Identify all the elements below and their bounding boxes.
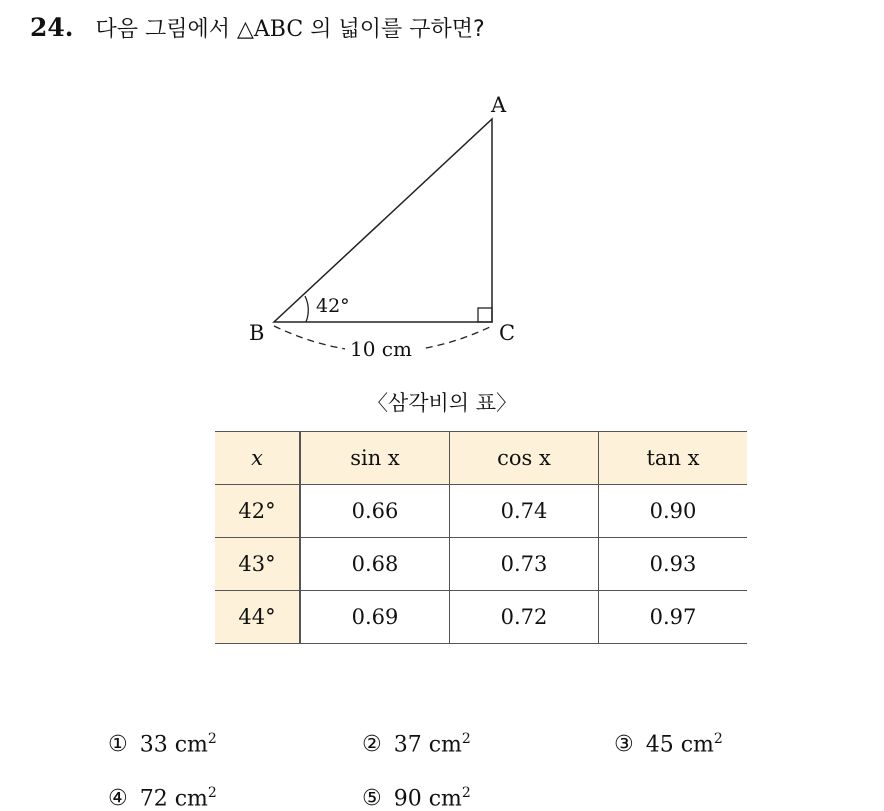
header-tan: tan x (599, 432, 748, 485)
choice-value: 33 cm (139, 732, 208, 758)
choice-4[interactable] (108, 785, 217, 811)
angle-arc (305, 296, 308, 322)
cell-cos: 0.74 (450, 485, 599, 538)
choice-1[interactable] (108, 731, 217, 757)
choice-value: 45 cm (645, 732, 714, 758)
trig-table (215, 431, 747, 644)
cell-tan: 0.97 (599, 591, 748, 644)
choice-exponent: 2 (713, 731, 723, 747)
table-row (215, 591, 747, 644)
choice-exponent: 2 (207, 731, 217, 747)
triangle-figure (0, 0, 884, 380)
vertex-b-label: B (249, 321, 265, 345)
choice-exponent: 2 (461, 731, 471, 747)
angle-label: 42° (316, 295, 350, 317)
table-row (215, 538, 747, 591)
table-caption: 〈삼각비의 표〉 (366, 391, 518, 415)
cell-sin: 0.68 (300, 538, 450, 591)
question-text-before: 다음 그림에서 (95, 17, 237, 42)
header-x: x (215, 432, 300, 485)
choice-value: 72 cm (139, 786, 208, 811)
cell-sin: 0.69 (300, 591, 450, 644)
cell-sin: 0.66 (300, 485, 450, 538)
question-text-after: 의 넓이를 구하면? (303, 17, 485, 42)
choice-number: ⑤ (362, 786, 382, 811)
cell-cos: 0.73 (450, 538, 599, 591)
choice-number: ③ (614, 732, 634, 758)
choice-number: ① (108, 732, 128, 758)
choice-exponent: 2 (461, 785, 471, 801)
vertex-c-label: C (499, 321, 516, 345)
cell-cos: 0.72 (450, 591, 599, 644)
choice-5[interactable] (362, 785, 471, 811)
header-cos: cos x (450, 432, 599, 485)
cell-tan: 0.90 (599, 485, 748, 538)
choice-3[interactable] (614, 731, 723, 757)
choice-value: 37 cm (393, 732, 462, 758)
row-angle: 44° (215, 591, 300, 644)
side-label: 10 cm (350, 337, 412, 361)
row-angle: 42° (215, 485, 300, 538)
row-angle: 43° (215, 538, 300, 591)
table-row (215, 485, 747, 538)
question-number: 24. (30, 13, 74, 42)
choice-2[interactable] (362, 731, 471, 757)
vertex-a-label: A (491, 93, 507, 117)
choice-value: 90 cm (393, 786, 462, 811)
right-angle-mark (478, 308, 492, 322)
triangle-label: △ABC (237, 17, 304, 42)
header-sin: sin x (300, 432, 450, 485)
triangle-abc (274, 119, 492, 322)
cell-tan: 0.93 (599, 538, 748, 591)
choice-number: ② (362, 732, 382, 758)
choice-number: ④ (108, 786, 128, 811)
choice-exponent: 2 (207, 785, 217, 801)
table-header-row (215, 432, 747, 485)
